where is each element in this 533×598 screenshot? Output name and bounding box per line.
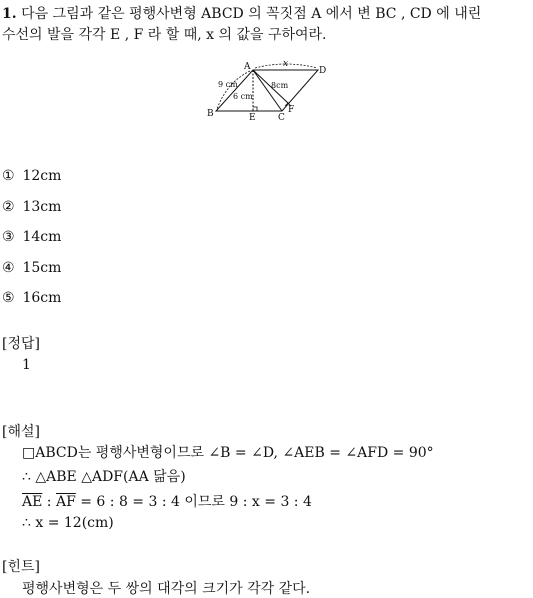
option-4-text: 15cm — [22, 260, 62, 276]
option-4-marker: ④ — [2, 260, 15, 276]
option-2-marker: ② — [2, 199, 15, 215]
explanation-line-3: $\overline{AE}$ : $\overline{AF} = 6$ : 8 = 3 : 4 이므로 9 : x = 3 : 4 — [22, 494, 312, 510]
label-ab-length: 9 cm — [218, 80, 238, 89]
parallelogram-figure — [200, 58, 340, 124]
option-1-marker: ① — [2, 168, 15, 184]
segment-ac — [253, 70, 282, 111]
segment-ae-symbol: $\overline{AE}$ — [22, 494, 43, 510]
explanation-line-3-rest: = 6 : 8 = 3 : 4 이므로 9 : x = 3 : 4 — [75, 494, 312, 510]
option-2[interactable] — [2, 199, 61, 215]
option-2-text: 13cm — [22, 199, 62, 215]
question-text-1: 다음 그림과 같은 평행사변형 ABCD 의 꼭짓점 A 에서 변 BC , CD 에 내린 — [21, 6, 482, 22]
option-4[interactable] — [2, 260, 61, 276]
explanation-line-1: □ABCD는 평행사변형이므로 ∠B = ∠D, ∠AEB = ∠AFD = 90° — [22, 445, 434, 461]
hint-header: [힌트] — [2, 559, 40, 575]
segment-af-symbol: $\overline{AF}$ — [55, 494, 76, 510]
option-5-marker: ⑤ — [2, 290, 15, 306]
answer-header: [정답] — [2, 336, 40, 352]
label-e: E — [249, 113, 256, 123]
explanation-header: [해설] — [2, 424, 40, 440]
question-line-2: 수선의 발을 각각 E , F 라 할 때, x 의 값을 구하여라. — [2, 27, 327, 43]
option-5-text: 16cm — [22, 290, 62, 306]
label-b: B — [207, 109, 214, 119]
arc-ab — [217, 71, 250, 109]
option-1[interactable] — [2, 168, 61, 184]
label-f: F — [288, 105, 295, 115]
explanation-line-2: ∴ △ABE △ADF(AA 닮음) — [22, 469, 186, 485]
option-3[interactable] — [2, 229, 61, 245]
question-number: 1. — [2, 6, 17, 22]
label-c: C — [278, 113, 285, 123]
label-af-length: 8cm — [271, 81, 289, 90]
explanation-line-4: ∴ x = 12(cm) — [22, 515, 114, 531]
option-3-text: 14cm — [22, 229, 62, 245]
label-x: x — [283, 59, 289, 69]
right-angle-e — [253, 107, 257, 111]
option-1-text: 12cm — [22, 168, 62, 184]
label-a: A — [244, 62, 251, 72]
label-ae-length: 6 cm — [233, 92, 253, 101]
label-d: D — [319, 66, 327, 76]
question-line-1 — [2, 3, 481, 23]
answer-value: 1 — [22, 357, 31, 373]
option-5[interactable] — [2, 290, 61, 306]
hint-text: 평행사변형은 두 쌍의 대각의 크기가 각각 같다. — [22, 581, 311, 597]
option-3-marker: ③ — [2, 229, 15, 245]
